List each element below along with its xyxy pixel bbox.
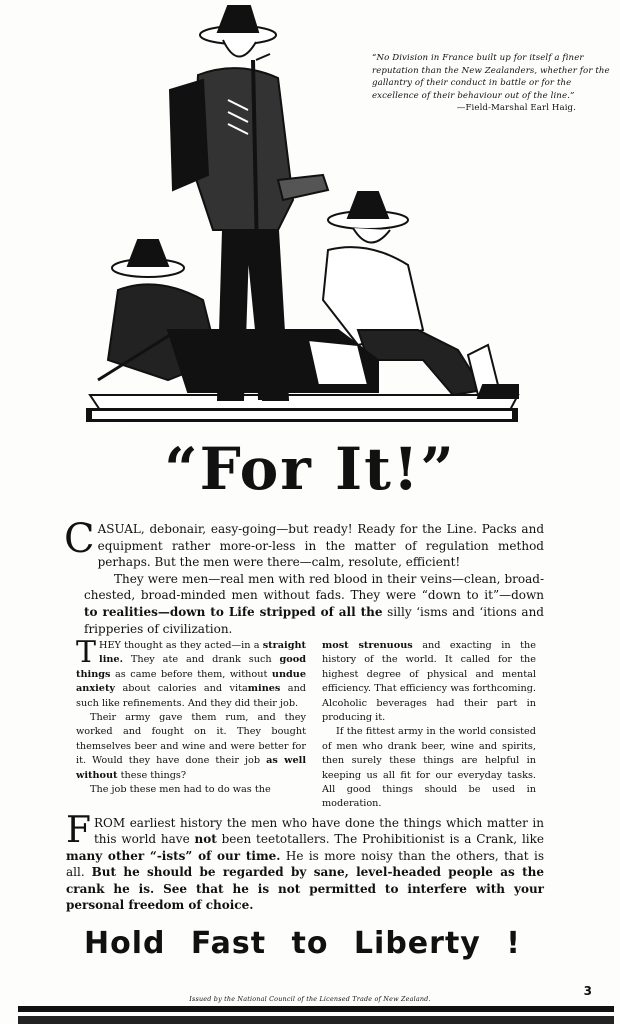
cl-h: personal freedom of choice. (66, 898, 254, 913)
lc-p2-b: as well without (76, 755, 307, 781)
lc-p2-c: these things? (117, 769, 187, 781)
dropcap-f: F (66, 810, 91, 851)
bottom-rule (18, 1006, 614, 1012)
lead-text-2-end: silly ‘isms and ‘itions and fripperies of civilization. (84, 604, 544, 636)
lc-p1-g: about calories and vita (115, 683, 248, 695)
cl-d: many other “-ists” of our time. (66, 848, 281, 863)
right-column (322, 639, 536, 812)
lc-p1-b: straight line. (99, 640, 306, 666)
left-column (76, 635, 307, 797)
cl-f: But he should be regarded by sane, level-headed people as the crank he is. See that he is not permitted to interfere with (66, 865, 544, 896)
headline: “For It!” (164, 435, 456, 503)
cl-g: your (513, 881, 544, 896)
quote-text: “No Division in France built up for itself a finer reputation than the New Zealanders, whether for the gallantry of their conduct in battle or for the excellence of their behaviour out of the line.” (372, 53, 610, 101)
lc-p2-a: Their army gave them rum, and they worked and fought on it. They bought themselves beer and wine and were better for it. Would they have done their job (76, 712, 306, 767)
lead-paragraphs (64, 516, 544, 637)
lead-text-2: They were men—real men with red blood in their veins—clean, broad-chested, broad-minded men without fads. They were “down to it”—down (84, 571, 544, 603)
artist-signature: after LEIST. (96, 422, 136, 430)
dropcap-t: T (76, 635, 97, 670)
lead-paragraph-1 (64, 516, 544, 571)
lc-p1-d: good things (76, 654, 306, 680)
haig-quote (372, 52, 610, 115)
lead-text-2-bold: to realities—down to Life stripped of all the (84, 604, 383, 619)
slogan: Hold Fast to Liberty ! (84, 926, 521, 961)
left-paragraph-1 (76, 635, 307, 711)
plinth (86, 395, 518, 422)
right-paragraph-1 (322, 639, 536, 725)
right-paragraph-2: If the fittest army in the world consisted of men who drank beer, wine and spirits, then surely these things are helpful in keeping us all fit for our everyday tasks. All good things should be used in moderation. (322, 726, 536, 810)
closing-text (66, 810, 544, 913)
rc-p1-a: most strenuous (322, 640, 413, 651)
lc-p1-i: and such like refinements. And they did their job. (76, 683, 307, 709)
lead-text-1: ASUAL, debonair, easy-going—but ready! Ready for the Line. Packs and equipment rather more-or-less in the matter of regulation method perhaps. But the men were there—calm, resolute, efficient! (97, 522, 544, 570)
left-paragraph-2 (76, 711, 306, 783)
page-number: 3 (583, 984, 592, 998)
lc-p1-c: They ate and drank such (122, 654, 280, 666)
cl-a: ROM earliest history the men who have done the things which matter in this world have (93, 816, 544, 847)
lc-p1-f: undue anxiety (76, 668, 306, 695)
closing-paragraph (66, 810, 544, 913)
footer-credit: Issued by the National Council of the Licensed Trade of New Zealand. (189, 995, 431, 1003)
lc-p1-a: HEY thought as they acted—in a (99, 640, 263, 651)
quote-attribution: —Field-Marshal Earl Haig. (456, 103, 576, 113)
rc-p1-b: and exacting in the history of the world. It called for the highest degree of physical and mental efficiency. That efficiency was forthcoming. Alcoholic beverages had their part in producing it. (322, 640, 536, 724)
lead-paragraph-2 (84, 571, 544, 637)
cl-e: He is more noisy than the others, that is all. (66, 848, 544, 880)
bottom-border (18, 1016, 614, 1024)
left-paragraph-3: The job these men had to do was the (90, 784, 271, 796)
cl-c: been teetotallers. The Prohibitionist is a Crank, like (216, 832, 544, 847)
cl-b: not (194, 832, 217, 847)
lc-p1-e: as came before them, without (110, 668, 272, 680)
dropcap-c: C (64, 516, 95, 562)
lc-p1-h: mines (247, 683, 281, 695)
